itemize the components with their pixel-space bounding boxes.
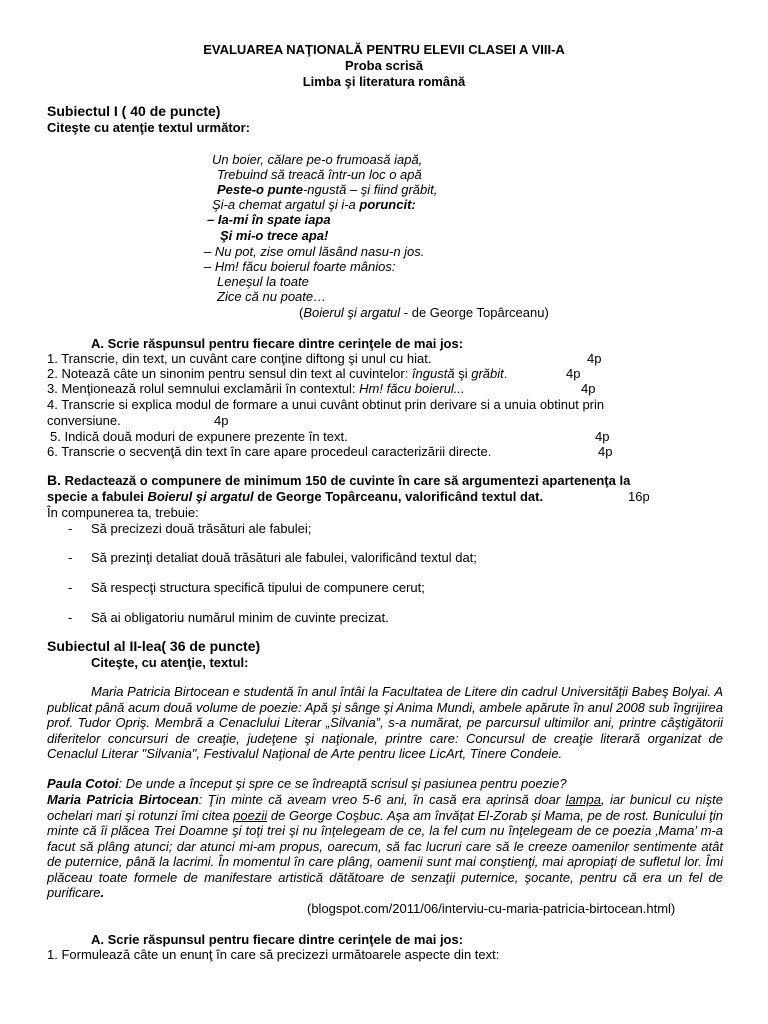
article-paragraph: Maria Patricia Birtocean e studentă în anul întâi la Facultatea de Litere din cadrul Universităţii Babeş Bolyai. A publicat până acum două volume de poezie: Apă şi sânge şi Anima Mundi, ambele apărute în anul 2008 sub îngrijirea prof. Tudor Opriş. Membră a Cenaclului Literar „Silvania”, s-a numărat, pe parcursul ultimilor ani, printre câştigătorii diferitelor concursuri de creaţie, judeţene şi naţionale, printre care: Concursul de creaţie literară organizat de Cenaclul Literar "Silvania", Festivalul Naţional de Arte pentru licee LicArt, Tinere Condeie. [47, 684, 723, 761]
poem-line: Peste-o punte-ngustă – şi fiind grăbit, [217, 182, 438, 197]
list-item: Să precizezi două trăsături ale fabulei; [91, 521, 312, 536]
task-item-6-points: 4p [598, 444, 613, 459]
poem-line: – Hm! făcu boierul foarte mânios: [204, 259, 396, 274]
interview-source: (blogspot.com/2011/06/interviu-cu-maria-patricia-birtocean.html) [307, 901, 676, 916]
exam-title: EVALUAREA NAŢIONALĂ PENTRU ELEVII CLASEI A VIII-A [203, 42, 565, 57]
list-item: Să ai obligatoriu numărul minim de cuvinte precizat. [91, 610, 389, 625]
task-item-2: 2. Notează câte un sinonim pentru sensul din text al cuvintelor: îngustă şi grăbit. [47, 366, 508, 381]
poem-line: Şi mi-o trece apa! [220, 228, 329, 243]
task-item-4-cont: conversiune. [47, 413, 121, 428]
task-item-3: 3. Menţionează rolul semnului exclamării în contextul: Hm! făcu boierul... [47, 381, 465, 396]
list-bullet: - [68, 550, 73, 565]
exam-subtitle: Proba scrisă [344, 58, 424, 73]
section-b-cont: specie a fabulei Boierul şi argatul de George Topârceanu, valorificând textul dat. [47, 489, 544, 504]
interview-question: Paula Cotoi: De unde a început şi spre ce se îndreaptă scrisul şi pasiunea pentru poezie? [47, 776, 567, 791]
exam-subject: Limba şi literatura română [302, 74, 466, 89]
list-bullet: - [68, 521, 73, 536]
list-bullet: - [68, 610, 73, 625]
section-1-title: Subiectul I ( 40 de puncte) [47, 103, 221, 119]
task-item-4: 4. Transcrie si explica modul de formare a unui cuvânt obtinut prin derivare si a unuia obtinut prin [47, 397, 605, 412]
list-item: Să prezinţi detaliat două trăsături ale fabulei, valorificând textul dat; [91, 550, 477, 565]
poem-line: Şi-a chemat argatul şi i-a poruncit: [212, 197, 416, 212]
section-1a-heading: A. Scrie răspunsul pentru fiecare dintre cerinţele de mai jos: [91, 336, 464, 351]
task-item-5-points: 4p [595, 429, 610, 444]
task-item-6: 6. Transcrie o secvenţă din text în care apare procedeul caracterizării directe. [47, 444, 492, 459]
section-2-title: Subiectul al II-lea( 36 de puncte) [47, 638, 261, 654]
interview-answer: Maria Patricia Birtocean: Ţin minte că aveam vreo 5-6 ani, în casă era aprinsă doar lampa, iar bunicul cu nişte ochelari mari şi rotunzi îmi citea poezii de George Coşbuc. Aşa am învăţat El-Zorab şi Mama, pe de rost. Bunicului ţin minte că îi plăcea Trei Doamne şi toţi trei şi nu înţelegeam de ce, la fel cum nu înţelegeam de ce poezia ‚Mama’ m-a facut să plâng atunci; dar atunci mi-am propus, oarecum, să fac lucruri care să le creeze oamenilor sentimente atât de puternice, până la lacrimi. În momentul în care plâng, oamenii sunt mai conştienţi, mai apropiaţi de sufletul lor. Îmi plăceau toate formele de manifestare artistică dătătoare de senzaţii puternice, şocante, pentru că era un fel de purificare. [47, 792, 724, 900]
task-item-4-points: 4p [214, 413, 229, 428]
section-2a-heading: A. Scrie răspunsul pentru fiecare dintre cerinţele de mai jos: [91, 932, 464, 947]
poem-source: (Boierul şi argatul - de George Topârceanu) [299, 305, 549, 320]
list-bullet: - [68, 580, 73, 595]
section-2-instruction: Citeşte, cu atenţie, textul: [91, 655, 249, 670]
poem-line: Un boier, călare pe-o frumoasă iapă, [212, 152, 423, 167]
task-item-1: 1. Transcrie, din text, un cuvânt care conţine diftong şi unul cu hiat. [47, 351, 432, 366]
list-item: Să respecţi structura specifică tipului de compunere cerut; [91, 580, 425, 595]
poem-line: Leneşul la toate [217, 274, 309, 289]
task-item-2-points: 4p [566, 366, 581, 381]
section-1-instruction: Citeşte cu atenţie textul următor: [47, 120, 250, 135]
poem-line: – Ia-mi în spate iapa [207, 212, 331, 227]
poem-line: – Nu pot, zise omul lăsând nasu-n jos. [204, 244, 425, 259]
poem-line: Trebuind să treacă într-un loc o apă [217, 167, 422, 182]
task-item-3-points: 4p [581, 381, 596, 396]
task-item-1-points: 4p [587, 351, 602, 366]
poem-line: Zice că nu poate… [217, 289, 327, 304]
task-item-5: 5. Indică două moduri de expunere prezente în text. [50, 429, 348, 444]
section-b-points: 16p [628, 489, 650, 504]
section-b-intro: În compunerea ta, trebuie: [47, 505, 199, 520]
task-2-item-1: 1. Formulează câte un enunţ în care să precizezi următoarele aspecte din text: [47, 947, 500, 962]
section-b: B. Redactează o compunere de minimum 150 de cuvinte în care să argumentezi apartenenţa la [47, 472, 631, 488]
